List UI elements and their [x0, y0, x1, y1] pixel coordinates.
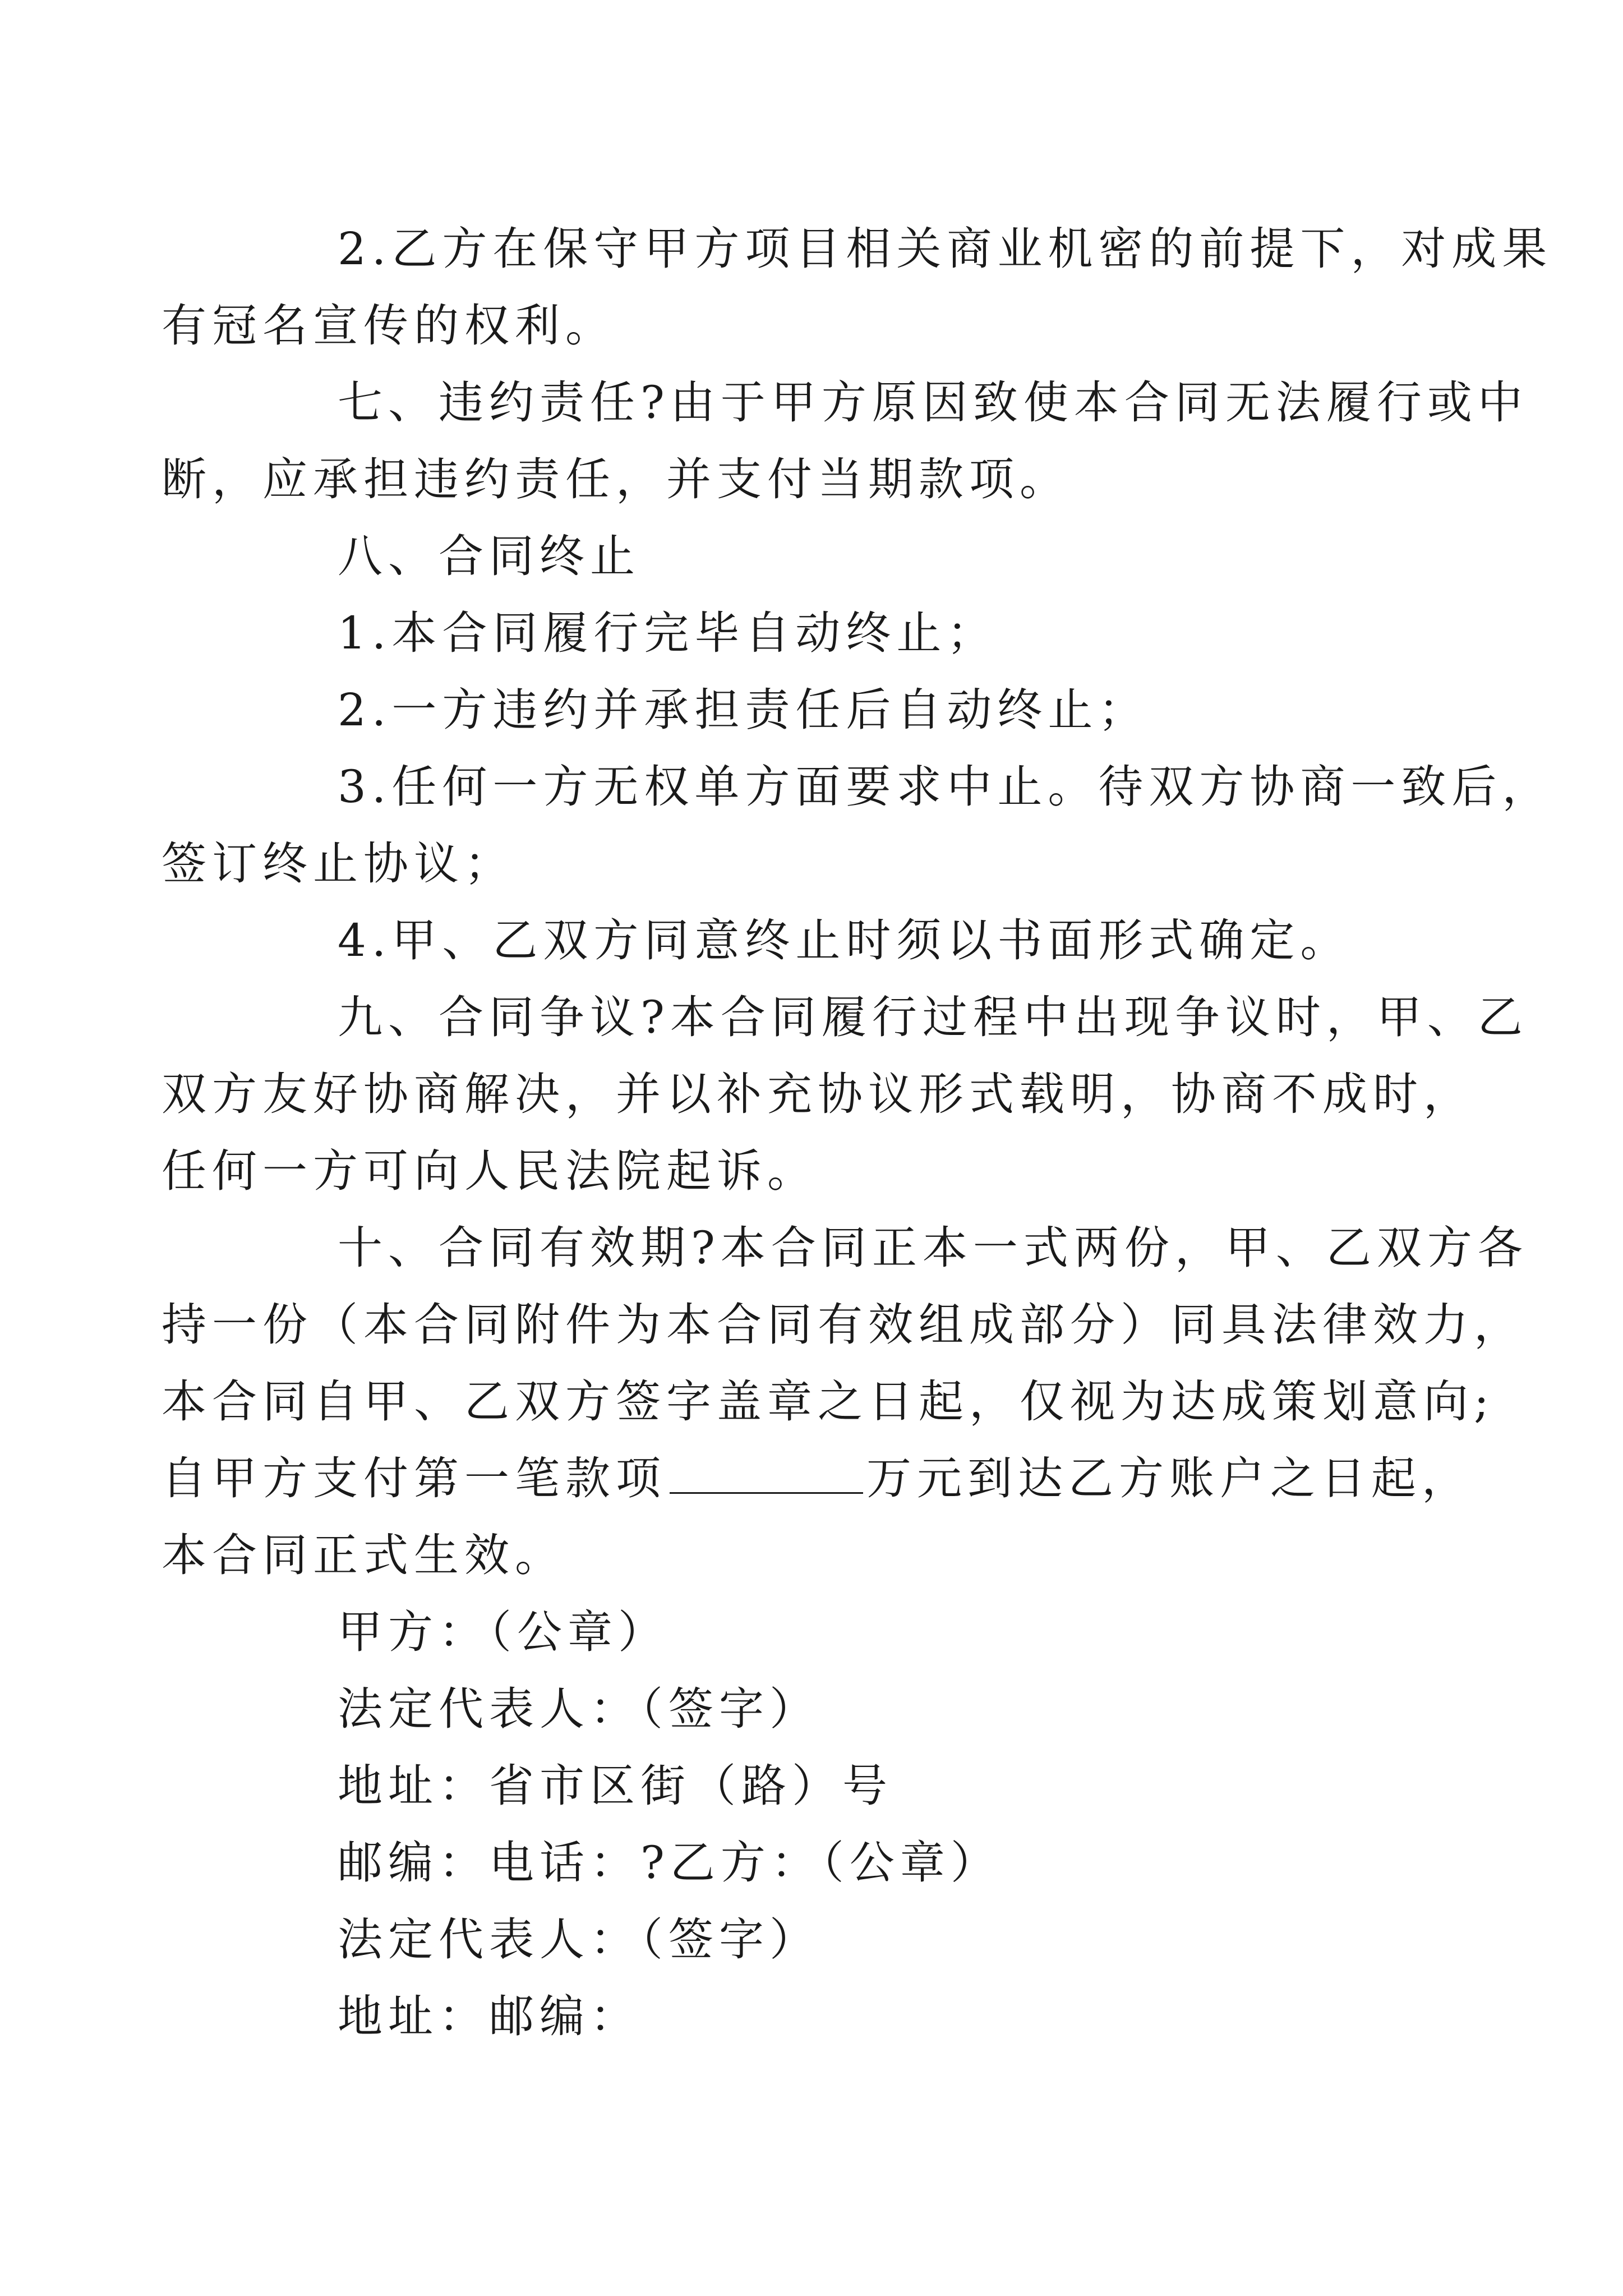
text-line: 2.一方违约并承担责任后自动终止；: [338, 684, 1149, 736]
clause-8-4: [250, 902, 1388, 979]
text-line: 法定代表人：（签字）: [338, 1683, 820, 1735]
text-line: 地址：邮编：: [338, 1990, 640, 2042]
text-line: 断，应承担违约责任，并支付当期款项。: [162, 453, 1070, 505]
party-a-representative: [250, 1671, 1388, 1747]
text-line: 七、违约责任?由于甲方原因致使本合同无法履行或中: [338, 376, 1528, 429]
clause-10-validity: [162, 1209, 1528, 1594]
text-line: 邮编：电话：?乙方：（公章）: [338, 1837, 1001, 1889]
text-line: 双方友好协商解决，并以补充协议形式载明，协商不成时，: [162, 1068, 1474, 1120]
text-line: 地址：省市区街（路）号: [338, 1760, 893, 1812]
text-line: 本合同正式生效。: [162, 1529, 565, 1581]
clause-8-heading: [250, 518, 1388, 595]
text-line: 甲方：（公章）: [338, 1606, 668, 1658]
party-b-address: [250, 1978, 1388, 2055]
text-line: 八、合同终止: [338, 530, 640, 582]
text-after-blank: 万元到达乙方账户之日起，: [866, 1452, 1472, 1504]
text-line-with-blank: [162, 1440, 1472, 1517]
clause-8-3: [162, 748, 1553, 902]
clause-7-breach-liability: [162, 364, 1528, 518]
clause-6-2: [162, 210, 1553, 364]
text-line: 3.任何一方无权单方面要求中止。待双方协商一致后，: [338, 761, 1553, 813]
text-line: 任何一方可向人民法院起诉。: [162, 1145, 818, 1197]
clause-8-1: [250, 595, 1388, 671]
text-line: 九、合同争议?本合同履行过程中出现争议时，甲、乙: [338, 991, 1528, 1043]
party-a-seal: [250, 1594, 1388, 1671]
text-line: 2.乙方在保守甲方项目相关商业机密的前提下，对成果: [338, 223, 1553, 275]
document-body: [162, 210, 1553, 2055]
party-a-address: [250, 1747, 1388, 1824]
text-line: 签订终止协议；: [162, 838, 515, 890]
party-a-postcode-phone: [250, 1824, 1388, 1901]
amount-blank: [670, 1453, 863, 1494]
party-b-representative: [250, 1901, 1388, 1978]
text-line: 4.甲、乙双方同意终止时须以书面形式确定。: [338, 914, 1351, 967]
text-before-blank: 自甲方支付第一笔款项: [162, 1452, 666, 1504]
text-line: 持一份（本合同附件为本合同有效组成部分）同具法律效力，: [162, 1299, 1524, 1351]
text-line: 1.本合同履行完毕自动终止；: [338, 607, 998, 659]
clause-9-dispute: [162, 979, 1528, 1209]
text-line: 有冠名宣传的权利。: [162, 300, 616, 352]
text-line: 本合同自甲、乙双方签字盖章之日起，仅视为达成策划意向;: [162, 1375, 1495, 1428]
text-line: 法定代表人：（签字）: [338, 1913, 820, 1966]
clause-8-2: [250, 671, 1388, 748]
text-line: 十、合同有效期?本合同正本一式两份，甲、乙双方各: [338, 1222, 1528, 1274]
